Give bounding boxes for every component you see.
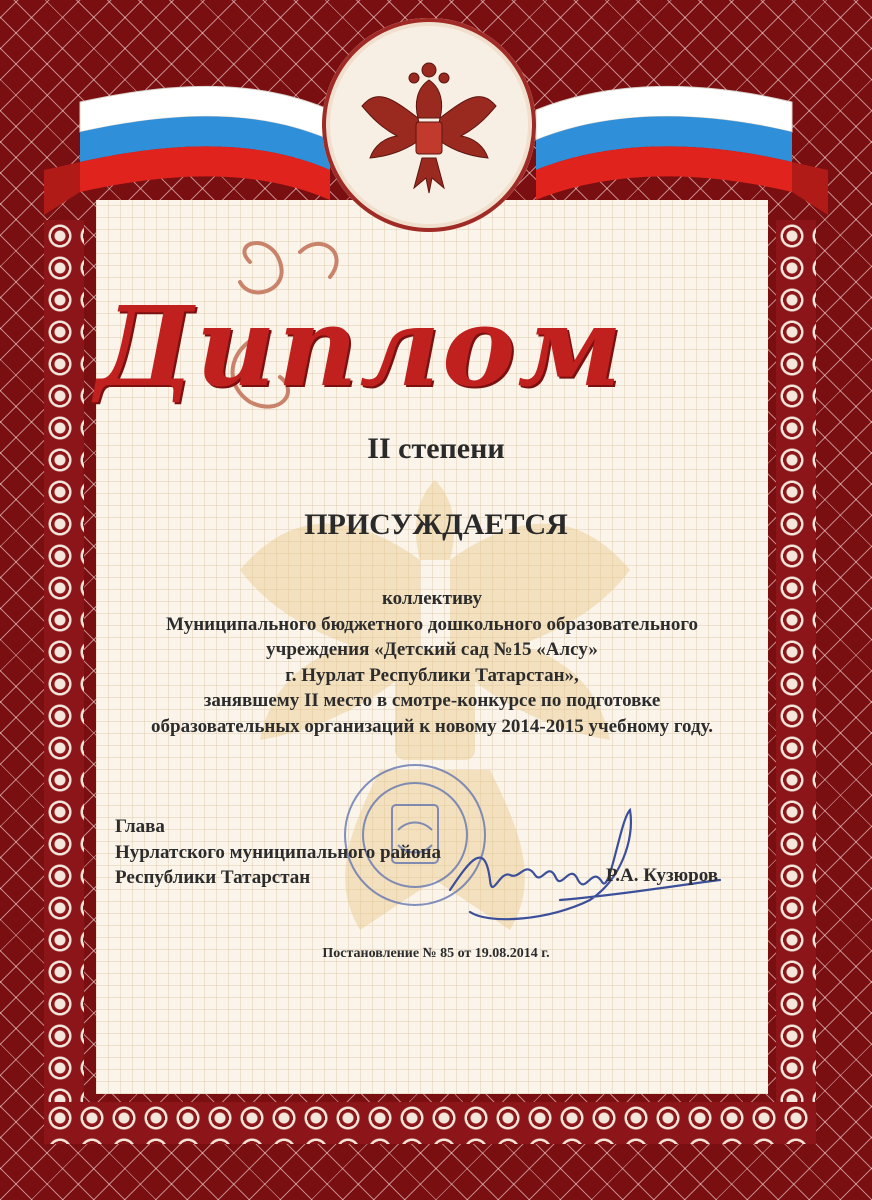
bottom-ornament-border [44, 1102, 816, 1144]
award-text-line: учреждения «Детский сад №15 «Алсу» [266, 639, 598, 660]
award-text-line: занявшему II место в смотре-конкурсе по подготовке [203, 690, 661, 711]
signatory-line: Республики Татарстан [115, 867, 311, 888]
awarded-heading: ПРИСУЖДАЕТСЯ [304, 508, 568, 541]
award-text-line: Муниципального бюджетного дошкольного образовательного [166, 613, 698, 635]
diploma-degree: II степени [367, 432, 505, 465]
coat-of-arms-icon [322, 18, 536, 232]
coat-of-arms-medallion [322, 18, 536, 232]
signatory-name: Р.А. Кузюров [606, 865, 719, 886]
signatory-line: Нурлатского муниципального района [115, 841, 442, 863]
signatory-line: Глава [115, 816, 165, 837]
award-text-line: образовательных организаций к новому 2014-2015 учебному году. [151, 715, 713, 737]
award-text-line: г. Нурлат Республики Татарстан», [285, 664, 579, 686]
diploma-title: Диплом [95, 282, 625, 411]
award-text-line: коллективу [381, 588, 483, 609]
right-ornament-border [776, 220, 816, 1140]
decree-reference: Постановление № 85 от 19.08.2014 г. [322, 946, 550, 961]
award-text [96, 586, 768, 739]
